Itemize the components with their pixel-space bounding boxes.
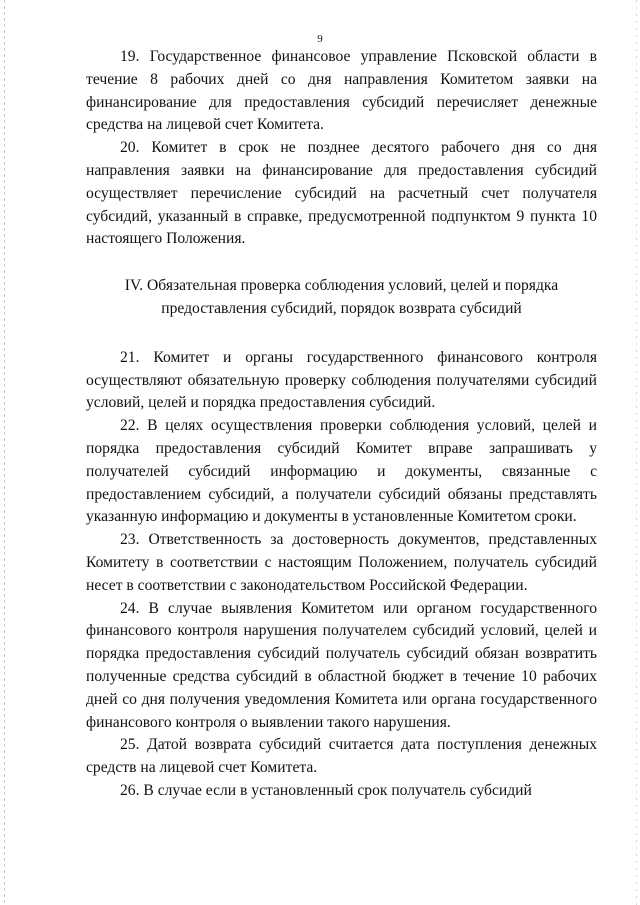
paragraph-26: 26. В случае если в установленный срок получатель субсидий bbox=[120, 781, 532, 799]
scan-edge-left bbox=[4, 0, 5, 905]
section-heading-line-2: предоставления субсидий, порядок возврата субсидий bbox=[161, 299, 522, 317]
paragraph-21: 21. Комитет и органы государственного финансового контроля осуществляют обязательную проверку соблюдения получателями субсидий условий, целей и порядка предоставления субсидий. bbox=[86, 348, 597, 412]
document-body bbox=[86, 46, 597, 803]
paragraph-19: 19. Государственное финансовое управление Псковской области в течение 8 рабочих дней со дня направления Комитетом заявки на финансирование для предоставления субсидий перечисляет денежные средства на лицевой счет Комитета. bbox=[86, 48, 597, 134]
paragraph-25: 25. Датой возврата субсидий считается дата поступления денежных средств на лицевой счет Комитета. bbox=[86, 736, 597, 777]
paragraph-20: 20. Комитет в срок не позднее десятого рабочего дня со дня направления заявки на финансирование для предоставления субсидий осуществляет перечисление субсидий на расчетный счет получателя субсидий, указанный в справке, предусмотренной подпунктом 9 пункта 10 настоящего Положения. bbox=[86, 139, 597, 248]
paragraph-24: 24. В случае выявления Комитетом или органом государственного финансового контроля нарушения получателем субсидий условий, целей и порядка предоставления субсидий получатель субсидий обязан возвратить полученные средства субсидий в областной бюджет в течение 10 рабочих дней со дня получения уведомления Комитета или органа государственного финансового контроля о выявлении такого нарушения. bbox=[86, 599, 597, 731]
paragraph-22: 22. В целях осуществления проверки соблюдения условий, целей и порядка предоставления субсидий Комитет вправе запрашивать у получателей субсидий информацию и документы, связанные с предоставлением субсидий, а получатели субсидий обязаны представлять указанную информацию и документы в установленные Комитетом сроки. bbox=[86, 417, 597, 526]
paragraph-23: 23. Ответственность за достоверность документов, представленных Комитету в соответствии с настоящим Положением, получатель субсидий несет в соответствии с законодательством Российской Федерации. bbox=[86, 531, 597, 594]
section-heading-line-1: IV. Обязательная проверка соблюдения условий, целей и порядка bbox=[124, 277, 559, 295]
scan-edge-right bbox=[636, 0, 637, 905]
section-heading bbox=[86, 275, 597, 321]
page-number: 9 bbox=[317, 33, 323, 45]
